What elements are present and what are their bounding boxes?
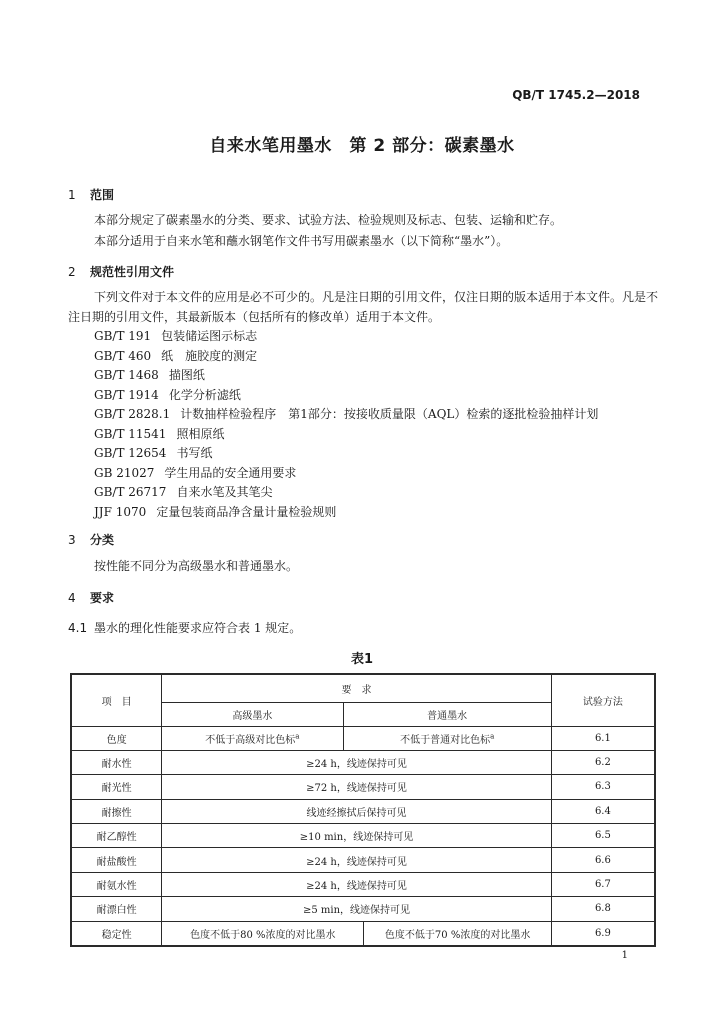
table-row [71, 872, 655, 896]
reference-item [94, 503, 598, 523]
reference-item [94, 366, 598, 386]
row-item: 耐乙醇性 [71, 824, 162, 848]
reference-code: JJF 1070 [94, 504, 147, 519]
reference-item [94, 444, 598, 464]
footnote-mark: a [490, 732, 495, 741]
section-title: 要求 [90, 591, 115, 605]
reference-title: 自来水笔及其笔尖 [176, 485, 273, 499]
reference-code: GB/T 11541 [94, 426, 167, 441]
row-requirement: 线迹经擦拭后保持可见 [162, 799, 552, 823]
scope-paragraph-1: 本部分规定了碳素墨水的分类、要求、试验方法、检验规则及标志、包装、运输和贮存。 [94, 213, 563, 227]
reference-item [94, 347, 598, 367]
value-text: 不低于高级对比色标 [205, 734, 296, 746]
section-title: 规范性引用文件 [90, 265, 175, 279]
section-heading-scope [68, 186, 114, 203]
table-row [71, 897, 655, 921]
row-item: 耐盐酸性 [71, 848, 162, 872]
row-requirement: ≥10 min，线迹保持可见 [162, 824, 552, 848]
reference-code: GB/T 12654 [94, 446, 167, 460]
row-requirement: ≥5 min，线迹保持可见 [162, 897, 552, 921]
reference-list [94, 327, 598, 522]
reference-item [94, 483, 598, 503]
clause-number: 4.1 [68, 621, 88, 635]
reference-code: GB/T 26717 [94, 485, 167, 499]
row-method: 6.4 [551, 799, 655, 823]
requirements-table [70, 673, 656, 947]
document-title: 自来水笔用墨水 第 2 部分：碳素墨水 [209, 136, 515, 156]
row-item: 耐氨水性 [71, 872, 162, 896]
section-number: 3 [68, 533, 76, 547]
section-number: 1 [68, 188, 76, 202]
reference-title: 定量包装商品净含量计量检验规则 [156, 504, 337, 519]
table-caption: 表1 [350, 652, 374, 667]
reference-title: 学生用品的安全通用要求 [164, 465, 297, 480]
footnote-mark: a [295, 732, 300, 741]
table-row [71, 775, 655, 799]
table-row [71, 726, 655, 750]
row-method: 6.3 [551, 775, 655, 799]
clause-4-1 [68, 619, 301, 636]
scope-paragraph-2: 本部分适用于自来水笔和蘸水钢笔作文件书写用碳素墨水（以下简称“墨水”）。 [94, 234, 509, 248]
section-number: 4 [68, 591, 76, 605]
section-heading-classification [68, 531, 114, 548]
row-item: 耐光性 [71, 775, 162, 799]
page-number: 1 [621, 950, 628, 961]
reference-title: 化学分析滤纸 [168, 387, 241, 402]
table-header-row [71, 674, 655, 702]
reference-item [94, 464, 598, 484]
reference-code: GB/T 2828.1 [94, 407, 171, 421]
table-row [71, 921, 655, 945]
row-requirement: ≥24 h，线迹保持可见 [162, 750, 552, 774]
reference-code: GB/T 460 [94, 348, 152, 363]
section-heading-normative [68, 263, 174, 280]
reference-item [94, 327, 598, 347]
row-method: 6.1 [551, 726, 655, 750]
row-requirement: ≥24 h，线迹保持可见 [162, 848, 552, 872]
header-item: 项 目 [71, 674, 162, 726]
row-method: 6.8 [551, 897, 655, 921]
row-method: 6.7 [551, 872, 655, 896]
table-row [71, 848, 655, 872]
reference-code: GB 21027 [94, 465, 155, 480]
reference-title: 照相原纸 [176, 426, 225, 441]
row-requirement: ≥72 h，线迹保持可见 [162, 775, 552, 799]
row-item: 耐漂白性 [71, 897, 162, 921]
row-normal-value [343, 726, 551, 750]
reference-code: GB/T 191 [94, 329, 152, 343]
row-method: 6.5 [551, 824, 655, 848]
reference-title: 描图纸 [168, 368, 205, 382]
row-item: 稳定性 [71, 921, 162, 945]
standard-code: QB/T 1745.2—2018 [512, 88, 640, 102]
normative-intro: 下列文件对于本文件的应用是必不可少的。凡是注日期的引用文件，仅注日期的版本适用于本文件。凡是不注日期的引用文件，其最新版本（包括所有的修改单）适用于本文件。 [68, 290, 659, 324]
row-method: 6.6 [551, 848, 655, 872]
row-high-value: 色度不低于80 %浓度的对比墨水 [162, 921, 364, 945]
table-row [71, 750, 655, 774]
row-method: 6.2 [551, 750, 655, 774]
clause-text: 墨水的理化性能要求应符合表 1 规定。 [94, 621, 302, 635]
reference-item [94, 425, 598, 445]
reference-item [94, 386, 598, 406]
table-row [71, 799, 655, 823]
value-text: 不低于普通对比色标 [400, 734, 491, 746]
reference-item [94, 405, 598, 425]
header-method: 试验方法 [551, 674, 655, 726]
row-high-value [162, 726, 343, 750]
header-high-grade: 高级墨水 [162, 702, 343, 726]
row-normal-value: 色度不低于70 %浓度的对比墨水 [364, 921, 551, 945]
row-requirement: ≥24 h，线迹保持可见 [162, 872, 552, 896]
classification-paragraph: 按性能不同分为高级墨水和普通墨水。 [94, 559, 299, 573]
reference-code: GB/T 1914 [94, 387, 159, 402]
row-item: 耐水性 [71, 750, 162, 774]
reference-code: GB/T 1468 [94, 368, 159, 382]
row-method: 6.9 [551, 921, 655, 945]
section-number: 2 [68, 265, 76, 279]
reference-title: 纸 施胶度的测定 [161, 348, 258, 363]
reference-title: 计数抽样检验程序 第1部分：按接收质量限（AQL）检索的逐批检验抽样计划 [180, 407, 599, 421]
reference-title: 包装储运图示标志 [161, 329, 258, 343]
row-item: 色度 [71, 726, 162, 750]
section-heading-requirements [68, 589, 114, 606]
section-title: 范围 [90, 188, 115, 202]
header-normal-grade: 普通墨水 [343, 702, 551, 726]
row-item: 耐擦性 [71, 799, 162, 823]
table-row [71, 824, 655, 848]
reference-title: 书写纸 [176, 446, 213, 460]
header-requirements: 要 求 [162, 674, 552, 702]
section-title: 分类 [90, 533, 115, 547]
